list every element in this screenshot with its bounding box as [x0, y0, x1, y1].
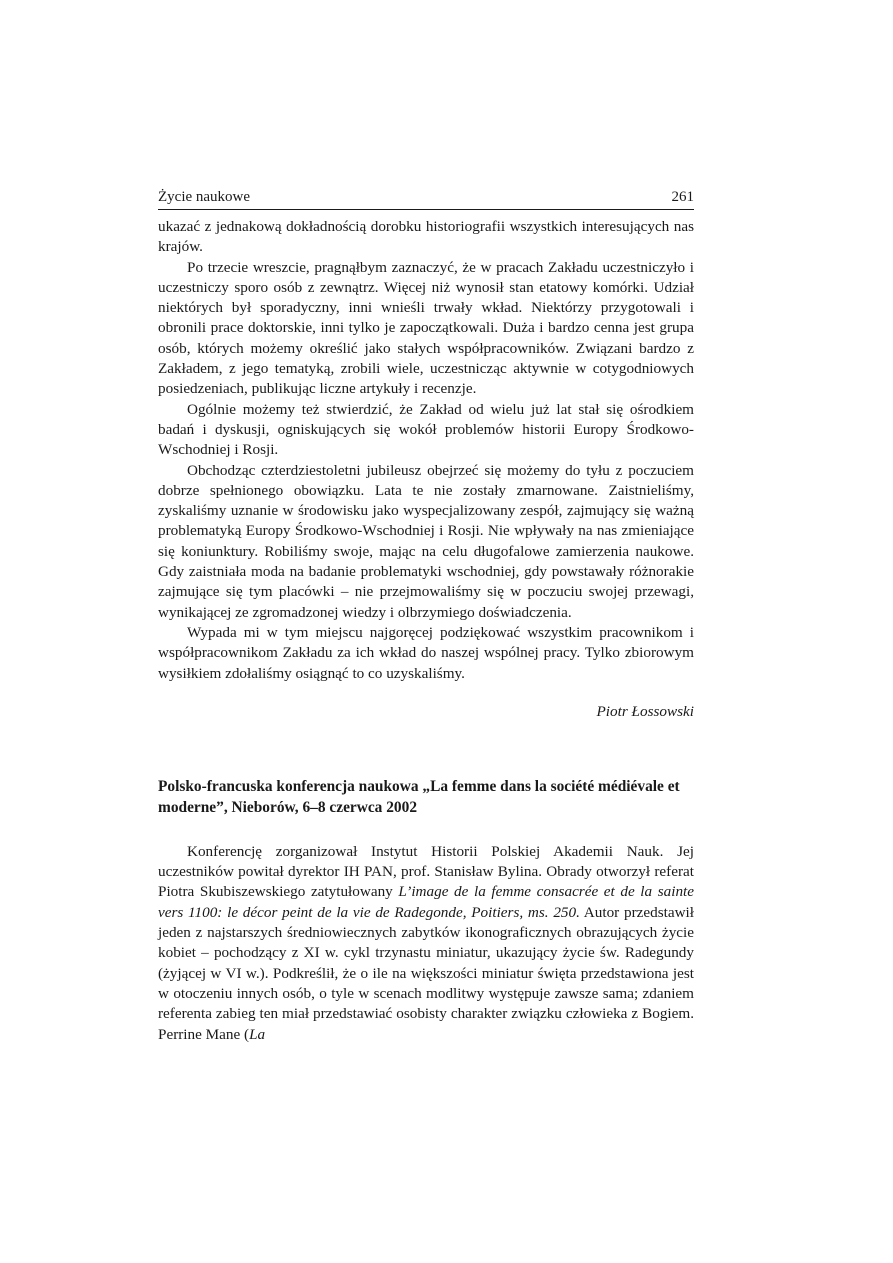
article-body — [158, 842, 694, 1045]
article-cited-title: L’image de la femme consacrée et de la sainte vers 1100: le décor peint de la vie de Radegonde, Poitiers, ms. 250. — [158, 883, 694, 921]
paragraph-4: Obchodząc czterdziestoletni jubileusz obejrzeć się możemy do tyłu z poczuciem dobrze spełnionego obowiązku. Lata te nie zostały zmarnowane. Zaistnieliśmy, zyskaliśmy uznanie w środowisku jako wyspecjalizowany zespół, zajmujący się ważną problematyką Europy Środkowo-Wschodniej i Rosji. Nie wpływały na nas zmieniające się koniunktury. Robiliśmy swoje, mając na celu długofalowe zamierzenia naukowe. Gdy zaistniała moda na badanie problematyki wschodniej, gdy powstawały różnorakie zajmujące się tym placówki – nie przejmowaliśmy się w poczuciu swojej przewagi, wynikającej ze zgromadzonej wiedzy i olbrzymiego doświadczenia. — [158, 461, 694, 621]
section-title: Życie naukowe — [158, 189, 251, 205]
paragraph-3: Ogólnie możemy też stwierdzić, że Zakład od wielu już lat stał się ośrodkiem badań i dyskusji, ogniskujących się wokół problemów historii Europy Środkowo-Wschodniej i Rosji. — [158, 400, 694, 459]
article-text-a: Konferencję zorganizował Instytut Historii Polskiej Akademii Nauk. Jej uczestników powitał dyrektor IH PAN, prof. Stanisław Bylina. Obrady otworzył referat Piotra Skubiszewskiego zatytułowany — [158, 842, 694, 901]
paragraph-5: Wypada mi w tym miejscu najgoręcej podziękować wszystkim pracownikom i współpracownikom Zakładu za ich wkład do naszej wspólnej pracy. Tylko zbiorowym wysiłkiem zdołaliśmy osiągnąć to co uzyskaliśmy. — [158, 623, 694, 682]
page-number: 261 — [671, 189, 694, 205]
paragraph-2: Po trzecie wreszcie, pragnąłbym zaznaczyć, że w pracach Zakładu uczestniczyło i uczestniczy sporo osób z zewnątrz. Więcej niż wynosił stan etatowy komórki. Udział niektórych był sporadyczny, inni wnieśli trwały wkład. Niektórzy przygotowali i obronili prace doktorskie, inni tylko je zapoczątkowali. Duża i bardzo cenna jest grupa osób, których możemy określić jako stałych współpracowników. Związani bardzo z Zakładem, z jego tematyką, zrobili wiele, uczestnicząc aktywnie w cotygodniowych posiedzeniach, publikując liczne artykuły i recenzje. — [158, 258, 694, 398]
author-signature: Piotr Łossowski — [596, 702, 694, 720]
paragraph-1: ukazać z jednakową dokładnością dorobku historiografii wszystkich interesujących nas krajów. — [158, 218, 694, 256]
article-text-end: La — [249, 1025, 266, 1043]
article-text-b: Autor przedstawił jeden z najstarszych średniowiecznych zabytków ikonograficznych obrazujących życie kobiet – pochodzący z XI w. cykl trzynastu miniatur, ukazujący życie św. Radegundy (żyjącej w VI w.). Podkreślił, że o ile na większości miniatur święta przedstawiona jest w otoczeniu innych osób, o tyle w scenach modlitwy występuje zawsze sama; zdaniem referenta zabieg ten miał przedstawiać osobisty charakter związku człowieka z Bogiem. Perrine Mane ( — [158, 903, 694, 1043]
article-title: Polsko-francuska konferencja naukowa „La femme dans la société médiévale et moderne”, Nieborów, 6–8 czerwca 2002 — [158, 777, 680, 816]
running-head — [158, 188, 694, 210]
page — [158, 188, 694, 1045]
body-text — [158, 217, 694, 684]
article-paragraph — [158, 842, 694, 1045]
